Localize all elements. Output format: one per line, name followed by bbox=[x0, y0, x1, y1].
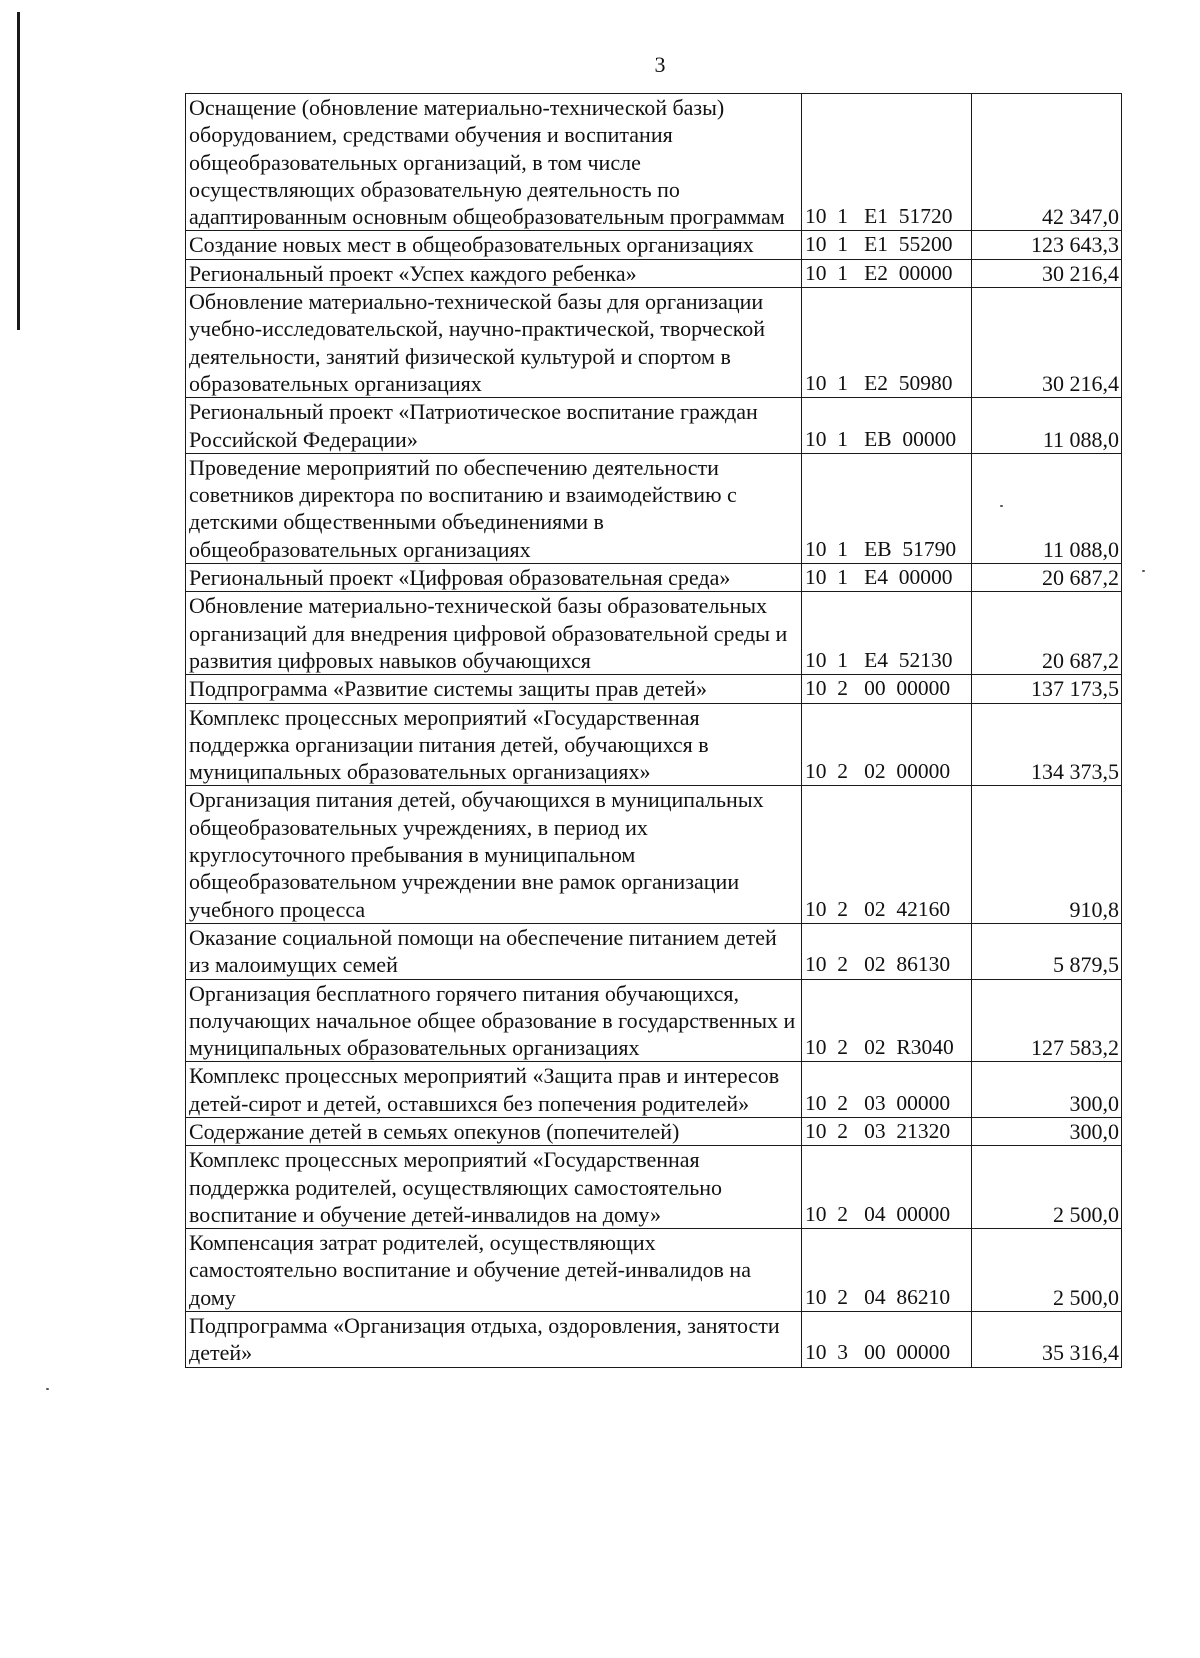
row-code: 10 2 00 00000 bbox=[802, 675, 972, 703]
row-name: Комплекс процессных мероприятий «Государственная поддержка родителей, осуществляющих самостоятельно воспитание и обучение детей-инвалидов на дому» bbox=[186, 1146, 802, 1229]
row-code: 10 2 02 R3040 bbox=[802, 979, 972, 1062]
row-sum: 910,8 bbox=[972, 786, 1122, 923]
row-sum: 30 216,4 bbox=[972, 259, 1122, 287]
row-name: Компенсация затрат родителей, осуществляющих самостоятельно воспитание и обучение детей-инвалидов на дому bbox=[186, 1229, 802, 1312]
row-code: 10 2 03 21320 bbox=[802, 1117, 972, 1145]
row-sum: 300,0 bbox=[972, 1062, 1122, 1118]
row-code: 10 1 EB 51790 bbox=[802, 453, 972, 563]
row-sum: 2 500,0 bbox=[972, 1229, 1122, 1312]
row-code: 10 2 03 00000 bbox=[802, 1062, 972, 1118]
row-name: Региональный проект «Успех каждого ребенка» bbox=[186, 259, 802, 287]
table-row bbox=[186, 231, 1122, 259]
row-sum: 134 373,5 bbox=[972, 703, 1122, 786]
table-row bbox=[186, 398, 1122, 454]
table-row bbox=[186, 592, 1122, 675]
budget-table bbox=[185, 93, 1122, 1368]
table-row bbox=[186, 453, 1122, 563]
row-sum: 20 687,2 bbox=[972, 564, 1122, 592]
row-sum: 123 643,3 bbox=[972, 231, 1122, 259]
page-number: 3 bbox=[654, 52, 666, 77]
table-row bbox=[186, 564, 1122, 592]
row-sum: 137 173,5 bbox=[972, 675, 1122, 703]
row-code: 10 1 EB 00000 bbox=[802, 398, 972, 454]
row-sum: 35 316,4 bbox=[972, 1312, 1122, 1368]
row-name: Организация бесплатного горячего питания обучающихся, получающих начальное общее образование в государственных и муниципальных образовательных организациях bbox=[186, 979, 802, 1062]
table-row bbox=[186, 1062, 1122, 1118]
row-name: Комплекс процессных мероприятий «Государственная поддержка организации питания детей, обучающихся в муниципальных образовательных организациях» bbox=[186, 703, 802, 786]
row-sum: 20 687,2 bbox=[972, 592, 1122, 675]
row-name: Организация питания детей, обучающихся в муниципальных общеобразовательных учреждениях, в период их круглосуточного пребывания в муниципальном общеобразовательном учреждении вне рамок организации учебного процесса bbox=[186, 786, 802, 923]
table-row bbox=[186, 675, 1122, 703]
row-sum: 42 347,0 bbox=[972, 94, 1122, 231]
row-code: 10 1 E1 55200 bbox=[802, 231, 972, 259]
row-name: Подпрограмма «Организация отдыха, оздоровления, занятости детей» bbox=[186, 1312, 802, 1368]
row-code: 10 1 E2 00000 bbox=[802, 259, 972, 287]
table-row bbox=[186, 1229, 1122, 1312]
row-name: Оказание социальной помощи на обеспечение питанием детей из малоимущих семей bbox=[186, 923, 802, 979]
table-row bbox=[186, 1146, 1122, 1229]
row-code: 10 2 02 42160 bbox=[802, 786, 972, 923]
scan-speck bbox=[1142, 570, 1145, 572]
table-row bbox=[186, 923, 1122, 979]
table-row bbox=[186, 1117, 1122, 1145]
row-name: Создание новых мест в общеобразовательных организациях bbox=[186, 231, 802, 259]
table-row bbox=[186, 786, 1122, 923]
row-name: Содержание детей в семьях опекунов (попечителей) bbox=[186, 1117, 802, 1145]
row-code: 10 1 E4 52130 bbox=[802, 592, 972, 675]
row-name: Подпрограмма «Развитие системы защиты прав детей» bbox=[186, 675, 802, 703]
row-code: 10 2 02 00000 bbox=[802, 703, 972, 786]
row-code: 10 2 04 86210 bbox=[802, 1229, 972, 1312]
table-row bbox=[186, 288, 1122, 398]
row-sum: 127 583,2 bbox=[972, 979, 1122, 1062]
row-code: 10 2 02 86130 bbox=[802, 923, 972, 979]
row-sum: 300,0 bbox=[972, 1117, 1122, 1145]
row-name: Региональный проект «Цифровая образовательная среда» bbox=[186, 564, 802, 592]
row-sum: 11 088,0 bbox=[972, 453, 1122, 563]
row-name: Проведение мероприятий по обеспечению деятельности советников директора по воспитанию и взаимодействию с детскими общественными объединениями в общеобразовательных организациях bbox=[186, 453, 802, 563]
row-code: 10 1 E1 51720 bbox=[802, 94, 972, 231]
row-sum: 30 216,4 bbox=[972, 288, 1122, 398]
row-name: Региональный проект «Патриотическое воспитание граждан Российской Федерации» bbox=[186, 398, 802, 454]
row-code: 10 3 00 00000 bbox=[802, 1312, 972, 1368]
table-row bbox=[186, 94, 1122, 231]
row-name: Обновление материально-технической базы для организации учебно-исследовательской, научно-практической, творческой деятельности, занятий физической культурой и спортом в образовательных организациях bbox=[186, 288, 802, 398]
table-row bbox=[186, 703, 1122, 786]
table-row bbox=[186, 979, 1122, 1062]
row-name: Комплекс процессных мероприятий «Защита прав и интересов детей-сирот и детей, оставшихся без попечения родителей» bbox=[186, 1062, 802, 1118]
row-code: 10 1 E2 50980 bbox=[802, 288, 972, 398]
row-name: Оснащение (обновление материально-технической базы) оборудованием, средствами обучения и воспитания общеобразовательных организаций, в том числе осуществляющих образовательную деятельность по адаптированным основным общеобразовательным программам bbox=[186, 94, 802, 231]
row-code: 10 1 E4 00000 bbox=[802, 564, 972, 592]
table-row bbox=[186, 259, 1122, 287]
row-sum: 2 500,0 bbox=[972, 1146, 1122, 1229]
row-sum: 5 879,5 bbox=[972, 923, 1122, 979]
row-code: 10 2 04 00000 bbox=[802, 1146, 972, 1229]
table-row bbox=[186, 1312, 1122, 1368]
scan-speck bbox=[46, 1388, 49, 1390]
row-sum: 11 088,0 bbox=[972, 398, 1122, 454]
row-name: Обновление материально-технической базы образовательных организаций для внедрения цифровой образовательной среды и развития цифровых навыков обучающихся bbox=[186, 592, 802, 675]
